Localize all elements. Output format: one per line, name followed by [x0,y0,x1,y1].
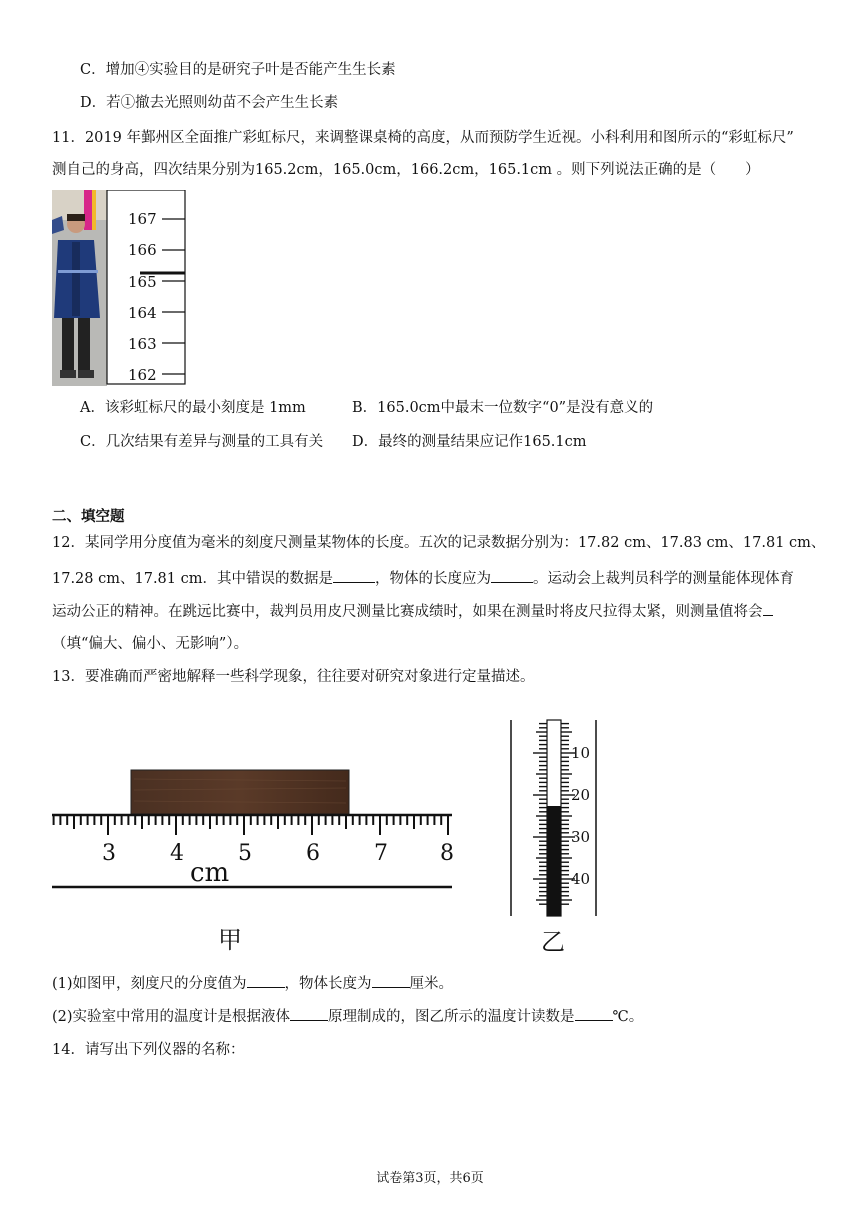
q10-option-c: C．增加④实验目的是研究子叶是否能产生生长素 [80,62,396,78]
ruler-number-6: 6 [306,841,320,866]
q12-blank-wrong-data[interactable] [333,567,375,583]
q13-part2-c: ℃。 [612,1009,644,1025]
ruler-ticks [54,815,448,835]
q11-option-d: D．最终的测量结果应记作165.1cm [352,434,587,450]
q11-height-figure [52,190,192,388]
q12-line2-part3: 。运动会上裁判员科学的测量能体现体育 [532,571,794,587]
ruler-label-166: 166 [128,241,157,259]
q12-blank-measurement[interactable] [763,600,773,616]
figure-label-yi: 乙 [541,928,565,956]
ruler-label-163: 163 [128,335,157,353]
q11-option-a: A．该彩虹标尺的最小刻度是 1mm [80,400,306,416]
q13-part1-b: ，物体长度为 [284,976,372,992]
ruler-number-7: 7 [374,841,388,866]
q13-part1-c: 厘米。 [409,976,454,992]
q12-line2 [52,567,794,589]
q12-line3 [52,600,773,622]
thermo-number-10: 10 [571,744,591,762]
ruler-label-162: 162 [128,366,157,384]
q13-blank-object-length[interactable] [372,972,410,988]
ruler-number-8: 8 [440,841,454,866]
section-title: 二、填空题 [52,509,125,525]
figure-label-jia: 甲 [218,926,242,954]
q14-stem: 14．请写出下列仪器的名称： [52,1042,245,1058]
q13-part2 [52,1005,643,1027]
q12-line4: （填“偏大、偏小、无影响”）。 [52,636,249,652]
q11-stem-line1: 11．2019 年鄞州区全面推广彩虹标尺，来调整课桌椅的高度，从而预防学生近视。小科利用和图所示的“彩虹标尺” [52,130,794,146]
q12-line2-part2: ，物体的长度应为 [374,571,491,587]
page-footer: 试卷第3页，共6页 [376,1171,484,1186]
ruler-unit-cm: cm [190,858,230,888]
q11-option-c: C．几次结果有差异与测量的工具有关 [80,434,324,450]
q11-option-b: B．165.0cm中最末一位数字“0”是没有意义的 [352,400,654,416]
q13-blank-division[interactable] [247,972,285,988]
ruler-number-3: 3 [102,841,116,866]
q12-line1: 12．某同学用分度值为毫米的刻度尺测量某物体的长度。五次的记录数据分别为：17.82 cm、17.83 cm、17.81 cm、 [52,535,826,551]
ruler-number-5: 5 [238,841,252,866]
q12-line3-text: 运动公正的精神。在跳远比赛中，裁判员用皮尺测量比赛成绩时，如果在测量时将皮尺拉得太紧，则测量值将会 [52,604,763,620]
q13-ruler-figure [50,765,455,960]
q13-thermometer-figure [505,718,605,958]
thermo-number-20: 20 [571,786,591,804]
ruler-label-167: 167 [128,210,157,228]
q13-part1-a: (1)如图甲，刻度尺的分度值为 [52,976,247,992]
q13-part2-b: 原理制成的，图乙所示的温度计读数是 [328,1009,575,1025]
q12-blank-length[interactable] [491,567,533,583]
ruler-number-4: 4 [170,841,184,866]
q12-line2-part1: 17.28 cm、17.81 cm．其中错误的数据是 [52,571,333,587]
q11-stem-line2: 测自己的身高，四次结果分别为165.2cm，165.0cm，166.2cm，165.1cm 。则下列说法正确的是（ ） [52,162,760,178]
q10-option-d: D．若①撤去光照则幼苗不会产生生长素 [80,95,339,111]
thermo-number-30: 30 [571,828,591,846]
q13-part2-a: (2)实验室中常用的温度计是根据液体 [52,1009,291,1025]
wooden-block [131,770,349,814]
q13-blank-temperature[interactable] [575,1005,613,1021]
ruler-label-164: 164 [128,304,157,322]
q13-blank-principle[interactable] [290,1005,328,1021]
ruler-label-165: 165 [128,273,157,291]
q13-stem: 13．要准确而严密地解释一些科学现象，往往要对研究对象进行定量描述。 [52,669,535,685]
thermometer-liquid [547,806,561,916]
thermo-number-40: 40 [571,870,591,888]
q13-part1 [52,972,453,994]
